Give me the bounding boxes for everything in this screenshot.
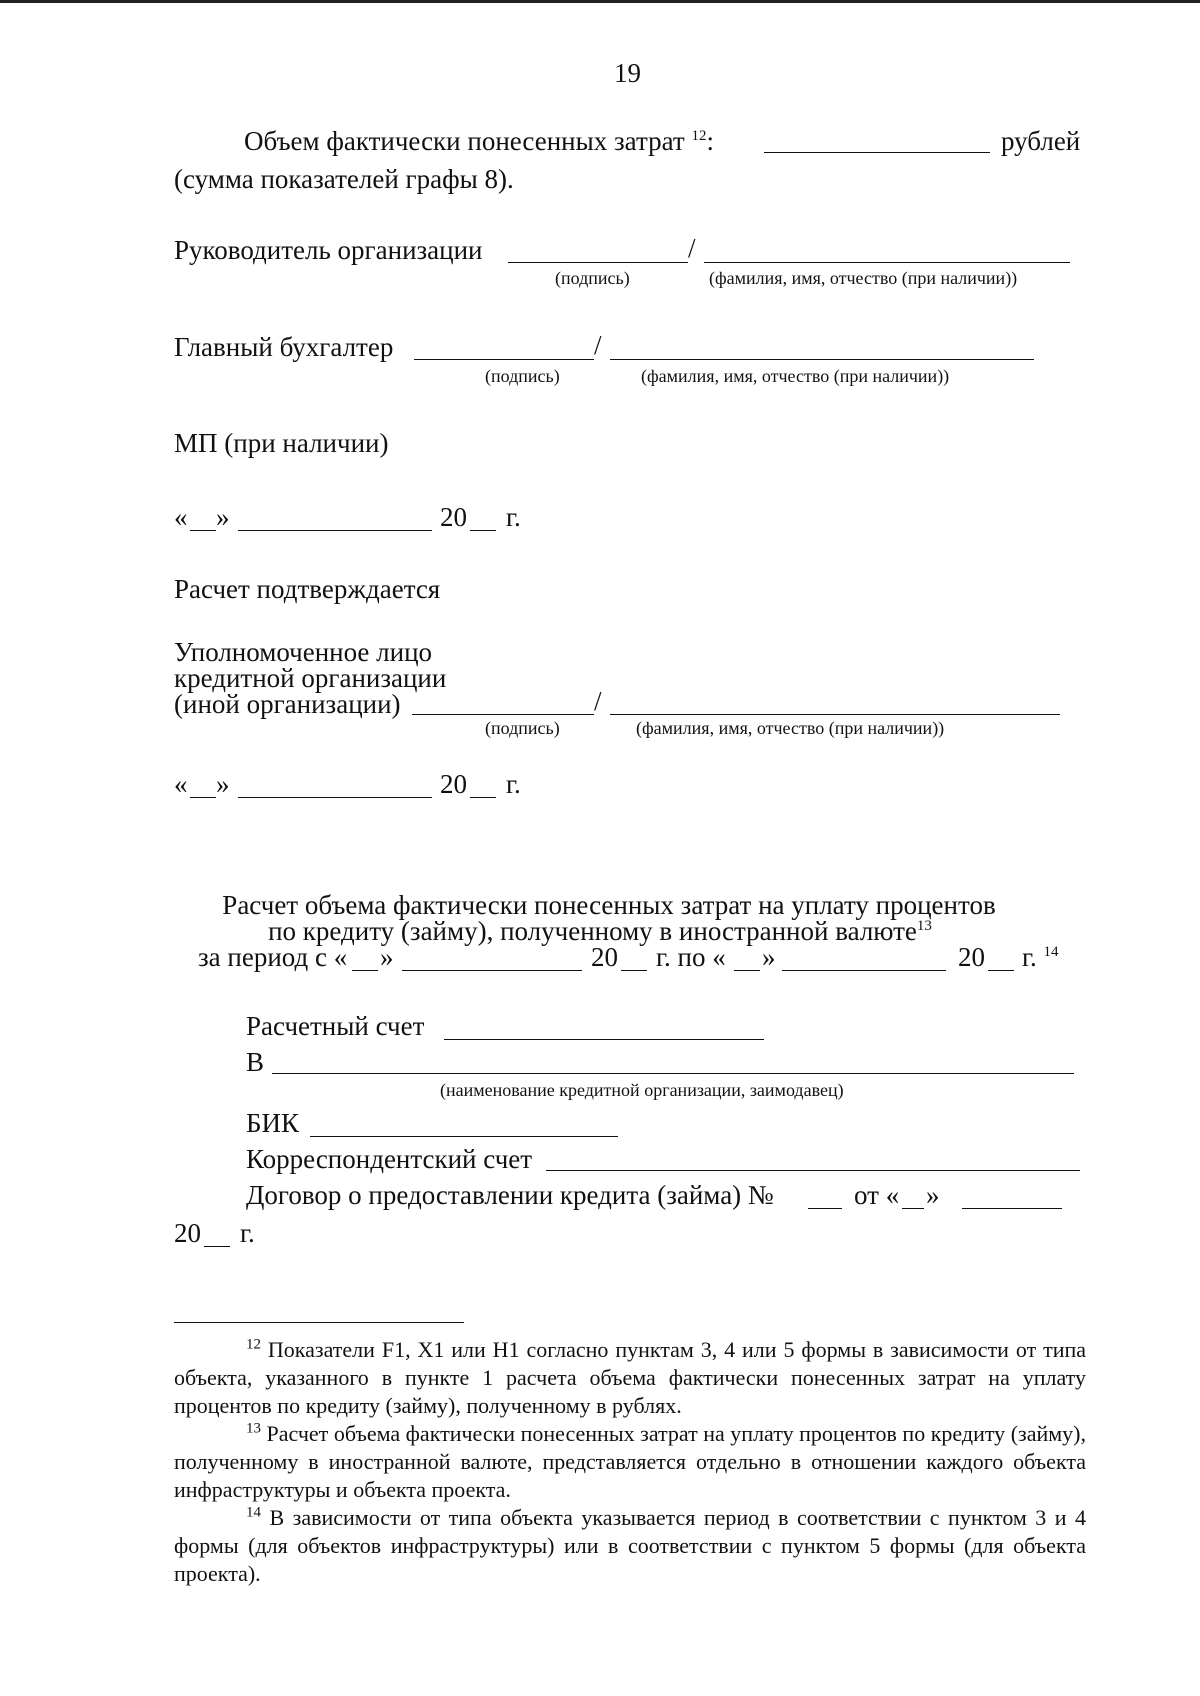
period-to-year-field[interactable]: [988, 970, 1014, 971]
bank-in-label: В: [246, 1047, 265, 1077]
contract-from-label: от «: [854, 1180, 900, 1210]
contract-quote-close: »: [926, 1180, 940, 1210]
account-field[interactable]: [444, 1039, 764, 1040]
period-from-label: за период с «: [198, 942, 348, 972]
period-to-year-suffix: г. $^{14}$: [1022, 942, 1059, 972]
footnote-14: $^{14}$ В зависимости от типа объекта указывается период в соответствии с пунктом 3 и 4 формы (для объектов инфраструктуры) или в соответствии с пунктом 5 формы (для объекта проекта).: [174, 1504, 1087, 1586]
authorized-line-3: (иной организации): [174, 689, 401, 719]
date-2-month-field[interactable]: [238, 797, 432, 798]
date-2-year-prefix: 20: [440, 769, 467, 799]
period-from-day-field[interactable]: [352, 970, 378, 971]
period-from-year-prefix: 20: [591, 942, 618, 972]
confirm-label: Расчет подтверждается: [174, 574, 441, 604]
date-2-quote-close: »: [216, 769, 230, 799]
authorized-name-caption: (фамилия, имя, отчество (при наличии)): [636, 718, 945, 738]
footnote-ref-14: 14: [1043, 944, 1059, 960]
corr-account-field[interactable]: [546, 1170, 1080, 1171]
contract-day-field[interactable]: [902, 1208, 924, 1209]
corr-account-label: Корреспондентский счет: [246, 1144, 533, 1174]
authorized-line-2: кредитной организации: [174, 663, 447, 693]
bik-label: БИК: [246, 1108, 300, 1138]
head-slash: /: [688, 233, 696, 263]
authorized-name-field[interactable]: [610, 714, 1060, 715]
accountant-slash: /: [594, 330, 602, 360]
head-label: Руководитель организации: [174, 235, 483, 265]
period-to-year-prefix: 20: [958, 942, 985, 972]
footnote-separator: [174, 1322, 464, 1323]
contract-number-field[interactable]: [808, 1208, 842, 1209]
date-2-year-field[interactable]: [470, 797, 496, 798]
bik-field[interactable]: [310, 1136, 618, 1137]
contract-year-field[interactable]: [204, 1246, 230, 1247]
authorized-line-1: Уполномоченное лицо: [174, 637, 433, 667]
date-1-quote-close: »: [216, 502, 230, 532]
head-signature-caption: (подпись): [555, 268, 630, 288]
authorized-signature-caption: (подпись): [485, 718, 560, 738]
period-to-label: г. по «: [656, 942, 726, 972]
authorized-slash: /: [594, 686, 602, 716]
accountant-signature-caption: (подпись): [485, 366, 560, 386]
date-2-quote-open: «: [174, 769, 188, 799]
costs-unit: рублей: [1001, 126, 1081, 156]
head-name-caption: (фамилия, имя, отчество (при наличии)): [709, 268, 1018, 288]
calc-title-line-1: Расчет объема фактически понесенных затрат на уплату процентов: [222, 890, 996, 920]
date-1-year-field[interactable]: [470, 530, 496, 531]
page-number: 19: [614, 58, 641, 88]
date-1-year-suffix: г.: [506, 502, 521, 532]
period-to-month-field[interactable]: [782, 970, 946, 971]
date-1-year-prefix: 20: [440, 502, 467, 532]
period-to-day-field[interactable]: [734, 970, 760, 971]
contract-label: Договор о предоставлении кредита (займа) №: [246, 1180, 774, 1210]
seal-label: МП (при наличии): [174, 428, 389, 458]
period-from-year-field[interactable]: [621, 970, 647, 971]
head-signature-field[interactable]: [508, 262, 688, 263]
footnote-ref-12: 12: [691, 128, 707, 144]
authorized-signature-field[interactable]: [412, 714, 594, 715]
head-name-field[interactable]: [704, 262, 1070, 263]
footnotes: [174, 1336, 1086, 1588]
date-1-quote-open: «: [174, 502, 188, 532]
contract-year-prefix: 20: [174, 1218, 201, 1248]
accountant-label: Главный бухгалтер: [174, 332, 394, 362]
footnote-13: $^{13}$ Расчет объема фактически понесенных затрат на уплату процентов по кредиту (займу), полученному в иностранной валюте, представляется отдельно в отношении каждого объекта инфраструктуры и объекта проекта.: [174, 1420, 1087, 1502]
period-from-quote-close: »: [380, 942, 394, 972]
footnote-ref-13: 13: [916, 918, 932, 934]
bank-name-caption: (наименование кредитной организации, заимодавец): [440, 1080, 844, 1100]
bank-name-field[interactable]: [272, 1073, 1074, 1074]
account-label: Расчетный счет: [246, 1011, 425, 1041]
footnote-12: $^{12}$ Показатели F1, X1 или H1 согласно пунктам 3, 4 или 5 формы в зависимости от типа объекта, указанного в пункте 1 расчета объема фактически понесенных затрат на уплату процентов по кредиту (займу), полученному в рублях.: [174, 1336, 1087, 1418]
date-2-year-suffix: г.: [506, 769, 521, 799]
period-from-month-field[interactable]: [402, 970, 582, 971]
accountant-signature-field[interactable]: [414, 359, 594, 360]
date-1-month-field[interactable]: [238, 530, 432, 531]
costs-amount-field[interactable]: [764, 152, 990, 153]
accountant-name-caption: (фамилия, имя, отчество (при наличии)): [641, 366, 950, 386]
period-to-quote-close: »: [762, 942, 776, 972]
accountant-name-field[interactable]: [610, 359, 1034, 360]
page-edge: [0, 0, 1200, 3]
contract-month-field[interactable]: [962, 1208, 1062, 1209]
costs-note: (сумма показателей графы 8).: [174, 164, 514, 194]
date-2-day-field[interactable]: [190, 797, 216, 798]
date-1-day-field[interactable]: [190, 530, 216, 531]
costs-label: Объем фактически понесенных затрат $^{12}$:: [244, 126, 714, 156]
calc-title-line-2: по кредиту (займу), полученному в иностранной валюте$^{13}$: [268, 916, 932, 946]
contract-year-suffix: г.: [240, 1218, 255, 1248]
